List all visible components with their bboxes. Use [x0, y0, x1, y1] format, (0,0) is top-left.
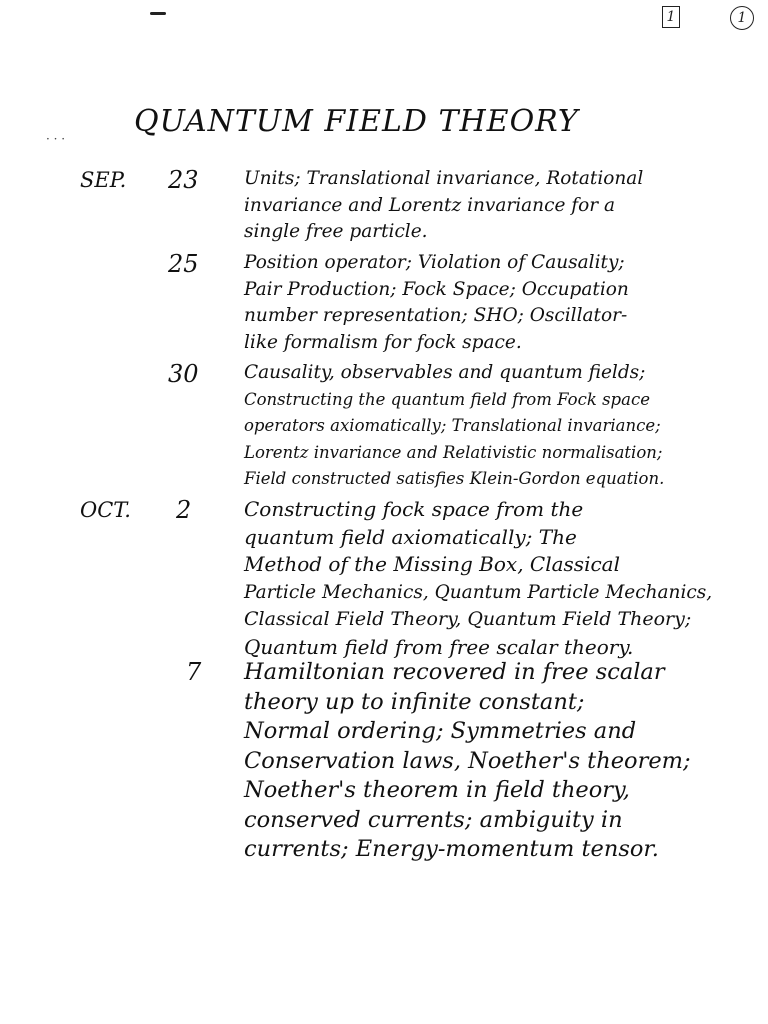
topic-line: Causality, observables and quantum fields; [244, 362, 646, 383]
topic-line: currents; Energy-momentum tensor. [244, 836, 659, 862]
entry-topics [244, 250, 744, 356]
topic-line: Particle Mechanics, Quantum Particle Mechanics, [244, 581, 713, 603]
topic-line: Noether's theorem in field theory, [244, 777, 630, 803]
entry-topics [244, 496, 744, 661]
entry-month: SEP. [80, 168, 127, 192]
entry-day: 25 [168, 250, 199, 278]
entry-day: 30 [168, 360, 199, 388]
topic-line: Method of the Missing Box, Classical [244, 552, 620, 576]
page-number-circle: 1 [730, 6, 754, 30]
entry-day: 7 [186, 658, 202, 686]
topic-line: Normal ordering; Symmetries and [244, 718, 637, 744]
topic-line: Conservation laws, Noether's theorem; [244, 747, 691, 774]
topic-line: Lorentz invariance and Relativistic normalisation; [244, 442, 663, 462]
topic-line: conserved currents; ambiguity in [244, 806, 623, 833]
topic-line: single free particle. [244, 221, 428, 242]
topic-line: Field constructed satisfies Klein-Gordon equation. [244, 469, 665, 488]
entry-topics [244, 166, 744, 246]
page-title: QUANTUM FIELD THEORY [134, 104, 579, 139]
topic-line: invariance and Lorentz invariance for a [244, 194, 616, 216]
entry-day: 23 [168, 166, 199, 194]
entry-topics [244, 658, 744, 865]
topic-line: theory up to infinite constant; [244, 688, 585, 715]
topic-line: Pair Production; Fock Space; Occupation [244, 278, 629, 300]
stray-marks: · · · [46, 132, 66, 146]
page-number-box: 1 [662, 6, 680, 28]
entry-day: 2 [176, 496, 192, 524]
topic-line: Classical Field Theory, Quantum Field Theory; [244, 608, 692, 630]
topic-line: Constructing fock space from the [244, 497, 584, 521]
topic-line: number representation; SHO; Oscillator- [244, 305, 628, 326]
topic-line: Constructing the quantum field from Fock space [244, 389, 650, 409]
entry-month: OCT. [80, 498, 131, 522]
topic-line: Position operator; Violation of Causality; [244, 252, 625, 273]
topic-line: quantum field axiomatically; The [244, 524, 577, 549]
topic-line: Units; Translational invariance, Rotational [244, 168, 644, 189]
topic-line: Quantum field from free scalar theory. [244, 634, 634, 659]
topic-line: like formalism for fock space. [244, 331, 522, 353]
topic-line: Hamiltonian recovered in free scalar [244, 659, 665, 685]
pen-mark [150, 12, 166, 15]
entry-topics [244, 360, 744, 493]
topic-line: operators axiomatically; Translational invariance; [244, 416, 661, 435]
